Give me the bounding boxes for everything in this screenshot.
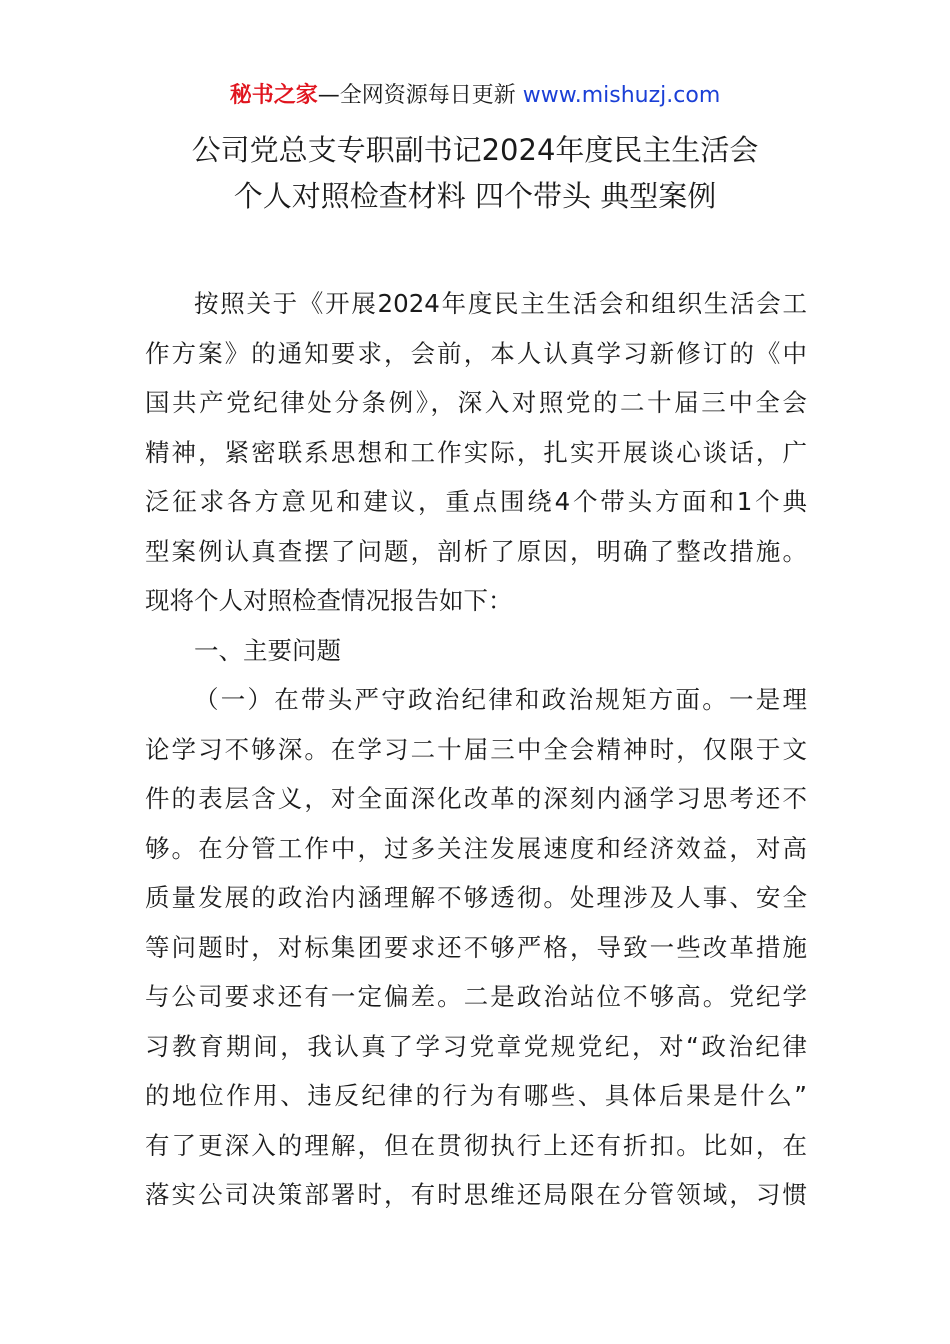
section-heading: 一、主要问题	[194, 635, 341, 665]
body-line: 等问题时，对标集团要求还不够严格，导致一些改革措施	[145, 932, 807, 962]
body-line: 的地位作用、违反纪律的行为有哪些、具体后果是什么”	[145, 1081, 807, 1110]
body-line: 型案例认真查摆了问题，剖析了原因，明确了整改措施。	[145, 536, 807, 566]
document-title-line-1: 公司党总支专职副书记2024年度民主生活会	[191, 133, 759, 167]
body-line: 习教育期间，我认真了学习党章党规党纪，对“政治纪律	[145, 1031, 807, 1061]
brand-name: 秘书之家	[229, 83, 318, 108]
body-line: 论学习不够深。在学习二十届三中全会精神时，仅限于文	[145, 734, 807, 764]
body-line: 泛征求各方意见和建议，重点围绕4个带头方面和1个典	[145, 487, 807, 516]
site-banner	[0, 80, 950, 112]
body-line: 够。在分管工作中，过多关注发展速度和经济效益，对高	[145, 833, 807, 863]
body-line: 作方案》的通知要求，会前，本人认真学习新修订的《中	[145, 338, 807, 368]
body-line: 质量发展的政治内涵理解不够透彻。处理涉及人事、安全	[145, 883, 807, 912]
body-line: 与公司要求还有一定偏差。二是政治站位不够高。党纪学	[145, 982, 807, 1011]
body-line: 按照关于《开展2024年度民主生活会和组织生活会工	[194, 289, 807, 318]
document-title-line-2: 个人对照检查材料 四个带头 典型案例	[233, 179, 717, 213]
banner-tagline: —全网资源每日更新	[317, 83, 516, 108]
body-line: 国共产党纪律处分条例》，深入对照党的二十届三中全会	[145, 388, 807, 417]
body-line: （一）在带头严守政治纪律和政治规矩方面。一是理	[194, 685, 807, 714]
body-line: 件的表层含义，对全面深化改革的深刻内涵学习思考还不	[145, 784, 807, 813]
body-line: 落实公司决策部署时，有时思维还局限在分管领域，习惯	[145, 1180, 807, 1209]
body-line: 精神，紧密联系思想和工作实际，扎实开展谈心谈话，广	[145, 437, 807, 467]
body-line: 有了更深入的理解，但在贯彻执行上还有折扣。比如，在	[145, 1130, 807, 1160]
site-url-link[interactable]: www.mishuzj.com	[522, 83, 721, 108]
document-body	[145, 279, 807, 1220]
body-line: 现将个人对照检查情况报告如下：	[145, 586, 513, 615]
